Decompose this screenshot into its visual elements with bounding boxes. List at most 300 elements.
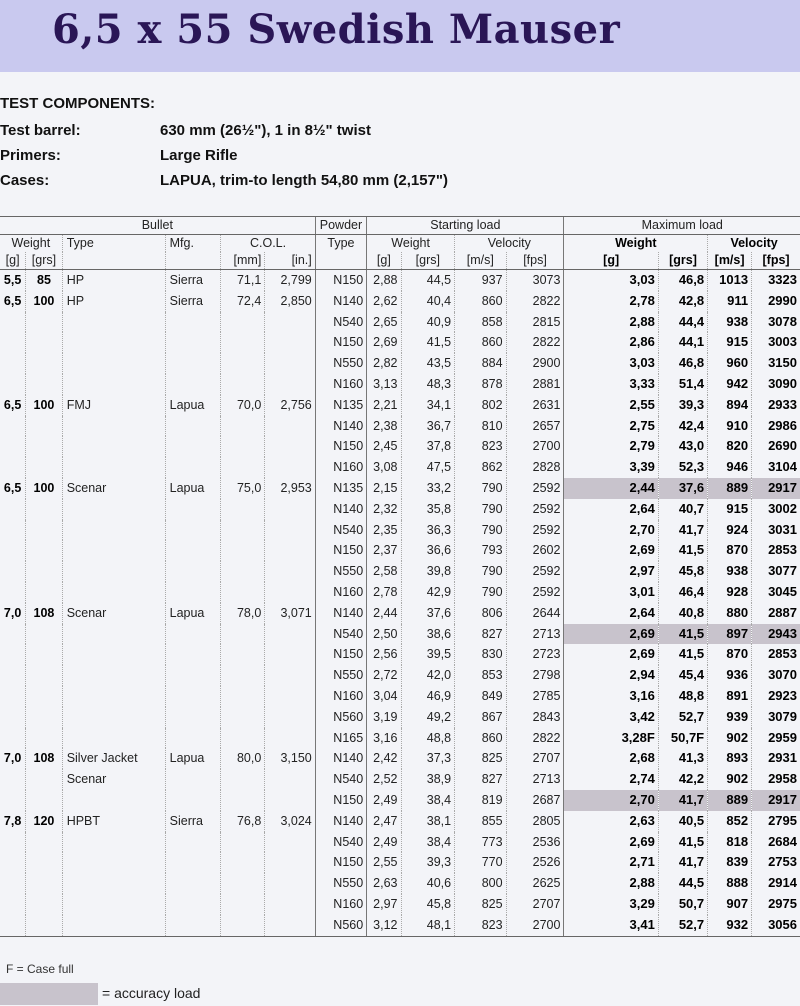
- max-velocity-fps: 2958: [752, 769, 800, 790]
- start-weight-grs: 37,3: [401, 748, 455, 769]
- bullet-weight-grs: [26, 686, 62, 707]
- start-weight-g: 2,35: [367, 520, 401, 541]
- max-velocity-ms: 946: [708, 457, 752, 478]
- col-mm: [221, 728, 265, 749]
- bullet-weight-grs: [26, 665, 62, 686]
- max-weight-grs: 44,4: [658, 312, 707, 333]
- max-velocity-ms: 938: [708, 561, 752, 582]
- start-weight-g: 2,37: [367, 540, 401, 561]
- max-velocity-ms: 894: [708, 395, 752, 416]
- col-mm: [221, 894, 265, 915]
- bullet-weight-g: [0, 499, 26, 520]
- start-velocity-ms: 823: [455, 436, 506, 457]
- bullet-type: [62, 852, 165, 873]
- max-velocity-fps: 2986: [752, 416, 800, 437]
- col-in: [265, 832, 315, 853]
- col-in: [265, 457, 315, 478]
- bullet-weight-grs: [26, 540, 62, 561]
- start-velocity-fps: 2822: [506, 728, 564, 749]
- max-velocity-ms: 942: [708, 374, 752, 395]
- start-weight-g: 2,49: [367, 832, 401, 853]
- start-velocity-fps: 2592: [506, 499, 564, 520]
- bullet-weight-grs: [26, 374, 62, 395]
- max-velocity-ms: 880: [708, 603, 752, 624]
- start-weight-grs: 44,5: [401, 270, 455, 291]
- bullet-mfg: [165, 436, 221, 457]
- table-row: [0, 291, 800, 312]
- start-velocity-ms: 806: [455, 603, 506, 624]
- table-row: [0, 416, 800, 437]
- footnote: F = Case full: [6, 962, 74, 976]
- powder-type: N150: [315, 852, 366, 873]
- max-velocity-fps: 3078: [752, 312, 800, 333]
- max-weight-grs: 41,7: [658, 852, 707, 873]
- bullet-type: HP: [62, 270, 165, 291]
- bullet-mfg: [165, 540, 221, 561]
- col-in: [265, 624, 315, 645]
- start-weight-grs: 40,6: [401, 873, 455, 894]
- bullet-weight-g: [0, 416, 26, 437]
- max-velocity-ms: 820: [708, 436, 752, 457]
- bullet-weight-g: [0, 353, 26, 374]
- start-weight-g: 2,49: [367, 790, 401, 811]
- bullet-mfg: [165, 686, 221, 707]
- start-velocity-ms: 862: [455, 457, 506, 478]
- start-weight-grs: 38,4: [401, 832, 455, 853]
- start-weight-grs: 38,1: [401, 811, 455, 832]
- bullet-weight-g: 6,5: [3, 480, 22, 495]
- max-weight-g: 2,69: [564, 540, 658, 561]
- col-mm: [221, 312, 265, 333]
- start-weight-g: 2,50: [367, 624, 401, 645]
- start-velocity-fps: 2657: [506, 416, 564, 437]
- bullet-type: Scenar: [62, 769, 165, 790]
- max-weight-grs: 52,3: [658, 457, 707, 478]
- start-velocity-fps: 2822: [506, 332, 564, 353]
- max-velocity-ms: 936: [708, 665, 752, 686]
- start-velocity-fps: 2707: [506, 894, 564, 915]
- max-velocity-fps: 2975: [752, 894, 800, 915]
- accuracy-legend-swatch: [0, 983, 98, 1005]
- col-in: [265, 312, 315, 333]
- col-mm: 71,1: [221, 270, 265, 291]
- max-weight-g: 2,75: [564, 416, 658, 437]
- bullet-mfg: Lapua: [165, 395, 221, 416]
- start-weight-g: 2,15: [367, 478, 401, 499]
- col-mm: 75,0: [221, 478, 265, 499]
- primers-label: Primers:: [0, 147, 61, 164]
- col-mm: [221, 416, 265, 437]
- max-velocity-fps: 2853: [752, 540, 800, 561]
- start-velocity-ms: 855: [455, 811, 506, 832]
- col-mm: [221, 832, 265, 853]
- start-weight-grs: 39,3: [401, 852, 455, 873]
- bullet-mfg: [165, 707, 221, 728]
- powder-type: N550: [315, 873, 366, 894]
- bullet-weight-g: [0, 894, 26, 915]
- max-velocity-ms: 888: [708, 873, 752, 894]
- bullet-weight-g: [0, 873, 26, 894]
- max-weight-g: 2,69: [564, 832, 658, 853]
- bullet-mfg: Lapua: [165, 603, 221, 624]
- start-velocity-fps: 2805: [506, 811, 564, 832]
- col-in: [265, 374, 315, 395]
- header-col: C.O.L.: [221, 235, 315, 253]
- max-weight-g: 2,64: [564, 603, 658, 624]
- start-velocity-fps: 2687: [506, 790, 564, 811]
- table-row: [0, 873, 800, 894]
- bullet-weight-grs: [26, 832, 62, 853]
- max-velocity-fps: 2923: [752, 686, 800, 707]
- bullet-type: [62, 728, 165, 749]
- header-bullet: Bullet: [0, 217, 315, 235]
- start-velocity-ms: 937: [455, 270, 506, 291]
- max-weight-grs: 44,1: [658, 332, 707, 353]
- col-mm: [221, 665, 265, 686]
- bullet-weight-g: [0, 915, 26, 936]
- primers-value: Large Rifle: [160, 147, 238, 164]
- start-weight-grs: 39,8: [401, 561, 455, 582]
- max-weight-grs: 50,7: [658, 894, 707, 915]
- bullet-mfg: [165, 665, 221, 686]
- start-weight-grs: 42,9: [401, 582, 455, 603]
- bullet-type: [62, 624, 165, 645]
- max-weight-g: 2,44: [564, 478, 658, 499]
- max-weight-g: 3,29: [564, 894, 658, 915]
- bullet-weight-grs: [26, 520, 62, 541]
- unit-mm: [mm]: [221, 252, 265, 270]
- start-weight-grs: 43,5: [401, 353, 455, 374]
- col-in: 2,850: [265, 291, 315, 312]
- powder-type: N560: [315, 915, 366, 936]
- start-weight-grs: 48,1: [401, 915, 455, 936]
- table-row: [0, 769, 800, 790]
- table-row: [0, 478, 800, 499]
- max-velocity-ms: 939: [708, 707, 752, 728]
- accuracy-legend-text: = accuracy load: [102, 985, 201, 1001]
- max-velocity-ms: 839: [708, 852, 752, 873]
- bullet-mfg: [165, 312, 221, 333]
- powder-type: N160: [315, 686, 366, 707]
- col-in: [265, 707, 315, 728]
- start-velocity-fps: 2625: [506, 873, 564, 894]
- header-start-velocity: Velocity: [455, 235, 564, 253]
- bullet-weight-g: [0, 374, 26, 395]
- col-mm: [221, 790, 265, 811]
- start-weight-g: 2,72: [367, 665, 401, 686]
- powder-type: N140: [315, 811, 366, 832]
- start-velocity-fps: 2798: [506, 665, 564, 686]
- start-weight-grs: 39,5: [401, 644, 455, 665]
- max-weight-grs: 46,8: [658, 270, 707, 291]
- table-row: [0, 707, 800, 728]
- table-row: [0, 353, 800, 374]
- components-heading: TEST COMPONENTS:: [0, 95, 156, 112]
- max-weight-g: 2,68: [564, 748, 658, 769]
- col-mm: 76,8: [221, 811, 265, 832]
- col-in: [265, 665, 315, 686]
- powder-type: N540: [315, 520, 366, 541]
- table-row: [0, 520, 800, 541]
- max-velocity-ms: 960: [708, 353, 752, 374]
- max-velocity-ms: 924: [708, 520, 752, 541]
- bullet-type: [62, 374, 165, 395]
- col-mm: [221, 436, 265, 457]
- bullet-weight-g: [0, 457, 26, 478]
- max-weight-grs: 45,8: [658, 561, 707, 582]
- powder-type: N140: [315, 416, 366, 437]
- bullet-weight-g: 5,5: [3, 273, 22, 287]
- powder-type: N150: [315, 436, 366, 457]
- start-weight-g: 2,44: [367, 603, 401, 624]
- bullet-weight-grs: [26, 457, 62, 478]
- max-weight-g: 2,94: [564, 665, 658, 686]
- start-weight-grs: 36,3: [401, 520, 455, 541]
- unit-max-fps: [fps]: [752, 252, 800, 270]
- table-row: [0, 582, 800, 603]
- bullet-mfg: [165, 728, 221, 749]
- max-weight-g: 2,69: [564, 644, 658, 665]
- bullet-mfg: Lapua: [165, 478, 221, 499]
- start-weight-g: 2,97: [367, 894, 401, 915]
- col-in: 2,756: [265, 395, 315, 416]
- max-velocity-ms: 911: [708, 291, 752, 312]
- max-velocity-fps: 3323: [752, 270, 800, 291]
- start-weight-g: 3,16: [367, 728, 401, 749]
- start-weight-grs: 38,4: [401, 790, 455, 811]
- max-weight-grs: 39,3: [658, 395, 707, 416]
- bullet-mfg: [165, 894, 221, 915]
- table-row: [0, 561, 800, 582]
- max-weight-grs: 41,3: [658, 748, 707, 769]
- powder-type: N140: [315, 748, 366, 769]
- max-velocity-fps: 3090: [752, 374, 800, 395]
- powder-type: N160: [315, 374, 366, 395]
- bullet-weight-grs: [26, 873, 62, 894]
- bullet-weight-grs: [26, 915, 62, 936]
- table-row: [0, 686, 800, 707]
- col-in: [265, 561, 315, 582]
- max-velocity-ms: 902: [708, 728, 752, 749]
- bullet-type: [62, 665, 165, 686]
- bullet-weight-grs: [26, 852, 62, 873]
- start-velocity-fps: 2592: [506, 561, 564, 582]
- bullet-weight-g: [0, 707, 26, 728]
- bullet-weight-g: 7,8: [3, 813, 22, 828]
- powder-type: N540: [315, 312, 366, 333]
- max-weight-g: 2,55: [564, 395, 658, 416]
- start-weight-grs: 38,6: [401, 624, 455, 645]
- unit-g: [g]: [0, 252, 26, 270]
- bullet-mfg: Sierra: [165, 291, 221, 312]
- bullet-weight-grs: [26, 416, 62, 437]
- unit-start-ms: [m/s]: [455, 252, 506, 270]
- start-velocity-fps: 2828: [506, 457, 564, 478]
- max-weight-g: 3,16: [564, 686, 658, 707]
- start-weight-g: 2,38: [367, 416, 401, 437]
- col-mm: 72,4: [221, 291, 265, 312]
- cases-label: Cases:: [0, 172, 50, 189]
- bullet-mfg: [165, 582, 221, 603]
- start-velocity-fps: 2526: [506, 852, 564, 873]
- bullet-type: [62, 436, 165, 457]
- unit-grs: [grs]: [26, 252, 62, 270]
- max-weight-g: 2,71: [564, 852, 658, 873]
- powder-type: N160: [315, 894, 366, 915]
- max-velocity-fps: 2931: [752, 748, 800, 769]
- col-in: [265, 728, 315, 749]
- bullet-weight-grs: [26, 790, 62, 811]
- col-mm: 70,0: [221, 395, 265, 416]
- col-mm: 78,0: [221, 603, 265, 624]
- max-weight-grs: 40,8: [658, 603, 707, 624]
- start-weight-grs: 49,2: [401, 707, 455, 728]
- col-mm: [221, 561, 265, 582]
- max-velocity-fps: 2887: [752, 603, 800, 624]
- max-weight-grs: 41,5: [658, 540, 707, 561]
- bullet-mfg: [165, 499, 221, 520]
- header-powder: Powder: [315, 217, 366, 235]
- max-weight-g: 3,03: [564, 353, 658, 374]
- table-row: [0, 457, 800, 478]
- bullet-weight-grs: [26, 707, 62, 728]
- bullet-weight-g: [0, 686, 26, 707]
- bullet-mfg: [165, 832, 221, 853]
- col-in: [265, 499, 315, 520]
- max-weight-g: 2,64: [564, 499, 658, 520]
- max-velocity-ms: 907: [708, 894, 752, 915]
- start-velocity-ms: 849: [455, 686, 506, 707]
- start-velocity-ms: 790: [455, 561, 506, 582]
- bullet-type: [62, 353, 165, 374]
- start-weight-g: 2,65: [367, 312, 401, 333]
- start-weight-g: 2,56: [367, 644, 401, 665]
- bullet-type: [62, 582, 165, 603]
- table-row: [0, 270, 800, 291]
- col-in: [265, 520, 315, 541]
- powder-type: N150: [315, 332, 366, 353]
- bullet-type: [62, 894, 165, 915]
- bullet-mfg: [165, 873, 221, 894]
- bullet-type: [62, 540, 165, 561]
- max-weight-grs: 41,7: [658, 520, 707, 541]
- unit-max-ms: [m/s]: [708, 252, 752, 270]
- max-velocity-fps: 2917: [752, 790, 800, 811]
- max-velocity-fps: 3031: [752, 520, 800, 541]
- start-weight-grs: 37,8: [401, 436, 455, 457]
- max-weight-grs: 48,8: [658, 686, 707, 707]
- max-weight-grs: 40,5: [658, 811, 707, 832]
- col-in: [265, 790, 315, 811]
- table-row: [0, 728, 800, 749]
- bullet-weight-grs: [26, 561, 62, 582]
- col-in: 2,799: [265, 270, 315, 291]
- max-weight-g: 3,39: [564, 457, 658, 478]
- start-weight-g: 2,69: [367, 332, 401, 353]
- max-weight-grs: 50,7F: [658, 728, 707, 749]
- max-velocity-fps: 3150: [752, 353, 800, 374]
- max-velocity-fps: 3079: [752, 707, 800, 728]
- start-velocity-ms: 790: [455, 499, 506, 520]
- bullet-weight-g: [0, 769, 26, 790]
- bullet-type: [62, 832, 165, 853]
- max-weight-g: 2,97: [564, 561, 658, 582]
- start-velocity-fps: 2843: [506, 707, 564, 728]
- start-weight-g: 2,52: [367, 769, 401, 790]
- bullet-weight-grs: 100: [26, 291, 62, 312]
- col-in: [265, 582, 315, 603]
- max-velocity-fps: 2795: [752, 811, 800, 832]
- max-velocity-ms: 870: [708, 540, 752, 561]
- max-weight-grs: 42,2: [658, 769, 707, 790]
- powder-type: N550: [315, 561, 366, 582]
- col-mm: [221, 624, 265, 645]
- bullet-type: [62, 457, 165, 478]
- max-velocity-ms: 902: [708, 769, 752, 790]
- max-velocity-ms: 889: [708, 790, 752, 811]
- start-velocity-fps: 2592: [506, 582, 564, 603]
- header-type: Type: [62, 235, 165, 253]
- bullet-weight-g: 7,0: [3, 605, 22, 620]
- start-weight-g: 2,32: [367, 499, 401, 520]
- max-weight-grs: 46,4: [658, 582, 707, 603]
- max-weight-g: 2,70: [564, 520, 658, 541]
- header-powder-type: Type: [315, 235, 366, 253]
- header-start-weight: Weight: [367, 235, 455, 253]
- bullet-type: [62, 499, 165, 520]
- max-velocity-fps: 2959: [752, 728, 800, 749]
- start-weight-grs: 47,5: [401, 457, 455, 478]
- powder-type: N550: [315, 353, 366, 374]
- max-weight-g: 2,74: [564, 769, 658, 790]
- start-velocity-fps: 2644: [506, 603, 564, 624]
- start-velocity-ms: 860: [455, 728, 506, 749]
- bullet-weight-grs: [26, 644, 62, 665]
- col-mm: [221, 582, 265, 603]
- max-weight-g: 2,88: [564, 312, 658, 333]
- bullet-type: [62, 707, 165, 728]
- max-weight-g: 3,03: [564, 270, 658, 291]
- table-row: [0, 540, 800, 561]
- max-weight-grs: 41,7: [658, 790, 707, 811]
- bullet-type: [62, 686, 165, 707]
- bullet-weight-g: [0, 852, 26, 873]
- col-in: 3,024: [265, 811, 315, 832]
- max-velocity-ms: 818: [708, 832, 752, 853]
- col-mm: [221, 353, 265, 374]
- bullet-weight-grs: 108: [26, 748, 62, 769]
- col-mm: [221, 540, 265, 561]
- bullet-weight-grs: [26, 728, 62, 749]
- col-in: [265, 915, 315, 936]
- powder-type: N540: [315, 624, 366, 645]
- bullet-weight-g: [0, 728, 26, 749]
- powder-type: N560: [315, 707, 366, 728]
- max-velocity-fps: 2917: [752, 478, 800, 499]
- header-mfg: Mfg.: [165, 235, 221, 253]
- max-weight-g: 3,28F: [564, 728, 658, 749]
- max-velocity-ms: 889: [708, 478, 752, 499]
- bullet-type: HPBT: [62, 811, 165, 832]
- bullet-weight-grs: 108: [26, 603, 62, 624]
- col-mm: [221, 769, 265, 790]
- col-in: [265, 686, 315, 707]
- powder-type: N150: [315, 790, 366, 811]
- test-barrel-label: Test barrel:: [0, 122, 81, 139]
- powder-type: N160: [315, 457, 366, 478]
- start-weight-grs: 36,6: [401, 540, 455, 561]
- header-max-weight: Weight: [564, 235, 708, 253]
